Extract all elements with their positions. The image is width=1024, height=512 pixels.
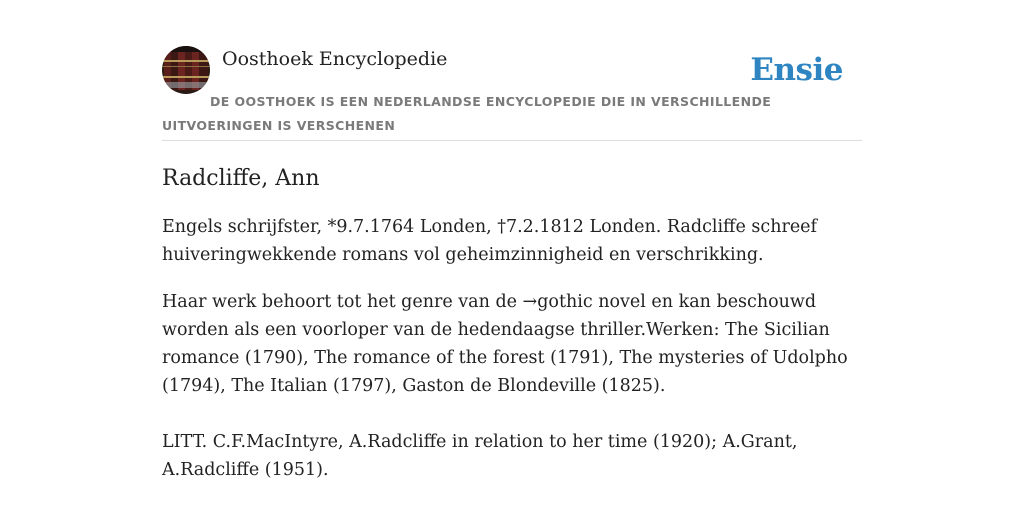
bookshelf-icon [162, 46, 210, 94]
article-literature: LITT. C.F.MacIntyre, A.Radcliffe in relation to her time (1920); A.Grant, A.Radcliffe (1951). [162, 432, 798, 480]
site-title[interactable]: Oosthoek Encyclopedie [222, 48, 448, 70]
article [162, 162, 867, 484]
paragraph-spacer [162, 400, 867, 428]
encyclopedia-books-avatar[interactable] [162, 46, 210, 94]
brand-logo[interactable]: Ensie [750, 52, 843, 88]
article-paragraph: Engels schrijfster, *9.7.1764 Londen, †7.2.1812 Londen. Radcliffe schreef huiveringwekkende romans vol geheimzinnigheid en verschrikking. [162, 217, 818, 265]
site-header [162, 46, 862, 141]
site-tagline: DE OOSTHOEK IS EEN NEDERLANDSE ENCYCLOPEDIE DIE IN VERSCHILLENDE UITVOERINGEN IS VERSCHENEN [162, 94, 772, 133]
article-paragraph: Haar werk behoort tot het genre van de →gothic novel en kan beschouwd worden als een voorloper van de hedendaagse thriller.Werken: The Sicilian romance (1790), The romance of the forest (1791), The mysteries of Udolpho (1794), The Italian (1797), Gaston de Blondeville (1825). [162, 292, 848, 396]
article-title: Radcliffe, Ann [162, 166, 320, 191]
